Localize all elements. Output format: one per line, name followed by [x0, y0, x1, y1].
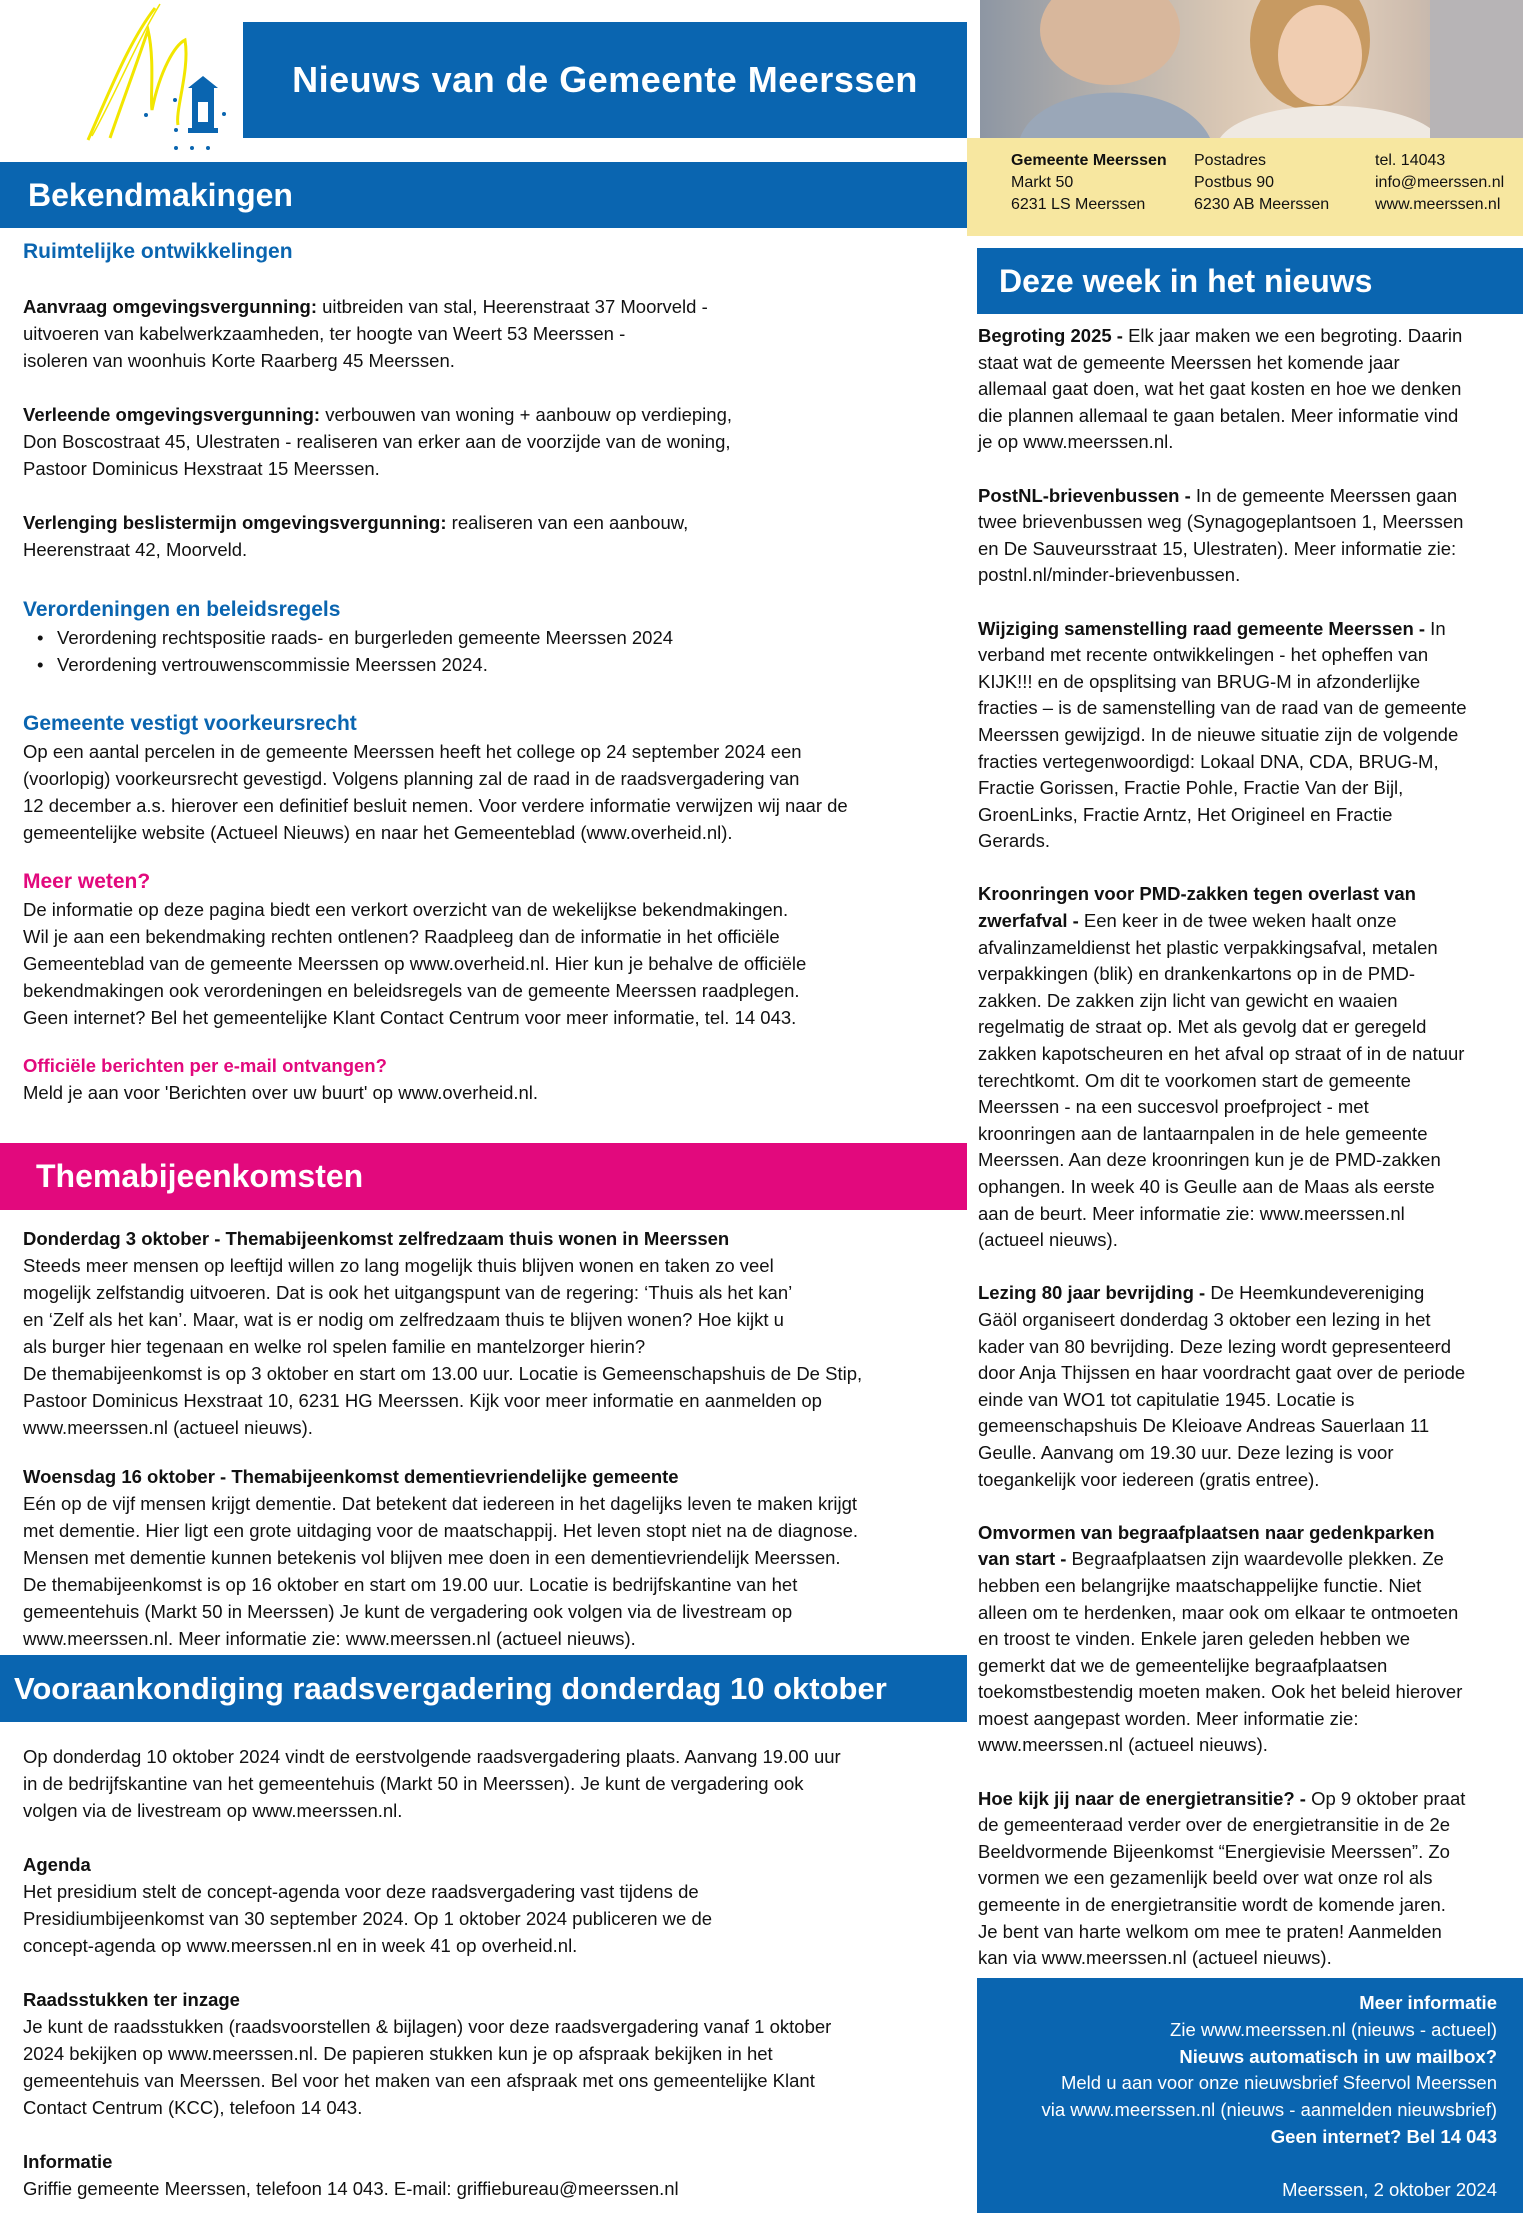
thema-event-1-line: De themabijeenkomst is op 3 oktober en start om 13.00 uur. Locatie is Gemeenschapshuis de De Stip, — [23, 1363, 863, 1384]
ruimtelijke-ontwikkelingen-heading: Ruimtelijke ontwikkelingen — [23, 240, 293, 263]
news-item-title: Kroonringen voor PMD-zakken tegen overlast van — [978, 883, 1416, 905]
contact-postal-column — [1194, 150, 1329, 216]
news-item-title: Lezing 80 jaar bevrijding - — [978, 1282, 1206, 1304]
contact-email[interactable]: info@meerssen.nl — [1375, 174, 1505, 191]
list-item: • Verordening vertrouwenscommissie Meerssen 2024. — [23, 651, 943, 678]
meer-weten-heading: Meer weten? — [23, 870, 151, 893]
news-line: Geulle. Aanvang om 19.30 uur. Deze lezing is voor — [978, 1441, 1394, 1463]
raadsstukken-line: Contact Centrum (KCC), telefoon 14 043. — [23, 2097, 363, 2118]
email-berichten-heading: Officiële berichten per e-mail ontvangen? — [23, 1055, 387, 1076]
verlenging-line: Heerenstraat 42, Moorveld. — [23, 539, 248, 560]
news-line: zakken. De zakken zijn licht van gewicht en waaien — [978, 989, 1398, 1011]
news-line: Beeldvormende Bijeenkomst “Energievisie Meerssen”. Zo — [978, 1840, 1450, 1862]
contact-info-box — [967, 138, 1523, 236]
aanvraag-line: uitvoeren van kabelwerkzaamheden, ter hoogte van Weert 53 Meerssen - — [23, 323, 626, 344]
news-line: GroenLinks, Fractie Arntz, Het Origineel en Fractie — [978, 803, 1393, 825]
thema-event-1-line: mogelijk zelfstandig uitvoeren. Dat is ook het uitgangspunt van de regering: ‘Thuis als het kan’ — [23, 1282, 793, 1303]
thema-event-1-line: Steeds meer mensen op leeftijd willen zo lang mogelijk thuis blijven wonen en taken zo veel — [23, 1255, 774, 1276]
agenda-line: Presidiumbijeenkomst van 30 september 2024. Op 1 oktober 2024 publiceren we de — [23, 1908, 713, 1929]
email-berichten-section — [23, 1052, 943, 1106]
news-item-title: Omvormen van begraafplaatsen naar gedenkparken — [978, 1521, 1435, 1543]
aanvraag-line: uitbreiden van stal, Heerenstraat 37 Moorveld - — [317, 296, 708, 317]
news-item-raad-samenstelling — [978, 616, 1508, 855]
news-line: Fractie Gorissen, Fractie Pohle, Fractie Van der Bijl, — [978, 777, 1404, 799]
raad-intro-line: in de bedrijfskantine van het gemeentehuis (Markt 50 in Meerssen). Je kunt de vergadering ook — [23, 1773, 804, 1794]
newsletter-title: Nieuws van de Gemeente Meerssen — [292, 59, 918, 100]
header-photo-elderly-man-and-young-woman — [980, 0, 1523, 138]
news-line: toegankelijk voor iedereen (gratis entree). — [978, 1468, 1320, 1490]
info-line: Zie www.meerssen.nl (nieuws - actueel) — [1170, 2018, 1497, 2040]
voorkeursrecht-section — [23, 710, 943, 846]
contact-street: Markt 50 — [1011, 174, 1074, 191]
news-line: terechtkomt. Om dit te voorkomen start de gemeente — [978, 1069, 1411, 1091]
thema-event-1-line: www.meerssen.nl (actueel nieuws). — [23, 1417, 313, 1438]
news-item-kroonringen — [978, 881, 1508, 1253]
thema-event-1-line: en ‘Zelf als het kan’. Maar, wat is er nodig om zelfredzaam thuis te blijven wonen? Hoe kijkt u — [23, 1309, 784, 1330]
news-item-begraafplaatsen — [978, 1520, 1508, 1759]
contact-postal-city: 6230 AB Meerssen — [1194, 196, 1330, 213]
raadsvergadering-content — [23, 1743, 943, 2202]
news-line: In — [1425, 617, 1446, 639]
meer-weten-line: bekendmakingen ook verordeningen en beleidsregels van de gemeente Meerssen raadplegen. — [23, 980, 800, 1001]
news-line: regelmatig de straat op. Met als gevolg dat er geregeld — [978, 1016, 1427, 1038]
raadsstukken-line: Je kunt de raadsstukken (raadsvoorstellen & bijlagen) voor deze raadsvergadering vanaf 1 oktober — [23, 2016, 832, 2037]
news-item-title: Wijziging samenstelling raad gemeente Meerssen - — [978, 617, 1426, 639]
news-line: kroonringen aan de lantaarnpalen in de hele gemeente — [978, 1122, 1428, 1144]
news-line: kan via www.meerssen.nl (actueel nieuws). — [978, 1947, 1332, 1969]
raadsstukken-heading: Raadsstukken ter inzage — [23, 1989, 240, 2010]
agenda-line: Het presidium stelt de concept-agenda voor deze raadsvergadering vast tijdens de — [23, 1881, 699, 1902]
voorkeursrecht-line: Op een aantal percelen in de gemeente Meerssen heeft het college op 24 september 2024 een — [23, 741, 802, 762]
contact-website[interactable]: www.meerssen.nl — [1375, 196, 1501, 213]
news-line: fracties vertegenwoordigd: Lokaal DNA, CDA, BRUG-M, — [978, 750, 1439, 772]
news-line: zakken kapotscheuren en het afval op straat of in de natuur — [978, 1043, 1465, 1065]
verlenging-line: realiseren van een aanbouw, — [446, 512, 689, 533]
contact-org-name: Gemeente Meerssen — [1011, 152, 1167, 169]
meer-weten-line: Wil je aan een bekendmaking rechten ontlenen? Raadpleeg dan de informatie in het officiële — [23, 926, 780, 947]
news-line: (actueel nieuws). — [978, 1229, 1118, 1251]
news-line: einde van WO1 tot capitulatie 1945. Locatie is — [978, 1388, 1355, 1410]
news-line: staat wat de gemeente Meerssen het komende jaar — [978, 351, 1400, 373]
news-line: gemerkt dat we de gemeentelijke begraafplaatsen — [978, 1654, 1388, 1676]
news-line: verband met recente ontwikkelingen - het opheffen van — [978, 644, 1429, 666]
news-line: KIJK!!! en de opsplitsing van BRUG-M in afzonderlijke — [978, 670, 1421, 692]
info-line: Meld u aan voor onze nieuwsbrief Sfeervol Meerssen — [1060, 2072, 1497, 2094]
news-line: www.meerssen.nl (actueel nieuws). — [978, 1734, 1268, 1756]
aanvraag-line: isoleren van woonhuis Korte Raarberg 45 Meerssen. — [23, 350, 455, 371]
thema-event-2 — [23, 1463, 943, 1652]
news-line: kader van 80 bevrijding. Deze lezing wordt gepresenteerd — [978, 1335, 1452, 1357]
contact-postal-label: Postadres — [1194, 152, 1267, 169]
news-line: hebben een belangrijke maatschappelijke functie. Niet — [978, 1574, 1422, 1596]
meer-informatie-box — [977, 1978, 1523, 2213]
header-photo-illustration — [980, 0, 1523, 138]
info-phone-heading: Geen internet? Bel 14 043 — [1270, 2125, 1497, 2147]
nieuws-title: Deze week in het nieuws — [999, 262, 1373, 299]
news-line: postnl.nl/minder-brievenbussen. — [978, 564, 1241, 586]
agenda-line: concept-agenda op www.meerssen.nl en in week 41 op overheid.nl. — [23, 1935, 578, 1956]
news-line: Gäöl organiseert donderdag 3 oktober een lezing in het — [978, 1308, 1431, 1330]
news-line: Elk jaar maken we een begroting. Daarin — [1122, 325, 1463, 346]
raadsstukken-line: gemeentehuis van Meerssen. Bel voor het maken van een afspraak met ons gemeentelijke Klant — [23, 2070, 815, 2091]
nieuws-content — [978, 323, 1508, 1998]
contact-postbus: Postbus 90 — [1194, 174, 1275, 191]
nieuws-header — [977, 248, 1523, 314]
thema-event-2-line: met dementie. Hier ligt een grote uitdaging voor de maatschappij. Het leven stopt niet na de diagnose. — [23, 1520, 859, 1541]
themabijeenkomsten-title: Themabijeenkomsten — [36, 1158, 364, 1194]
voorkeursrecht-line: 12 december a.s. hierover een definitief besluit nemen. Voor verdere informatie verwijzen wij naar de — [23, 795, 848, 816]
news-line: ophangen. In week 40 is Geulle aan de Maas als eerste — [978, 1176, 1435, 1197]
news-line: afvalinzameldienst het plastic verpakkingsafval, metalen — [978, 936, 1438, 958]
news-line: allemaal gaat doen, wat het gaat kosten en hoe we denken — [978, 378, 1462, 400]
thema-event-1-heading: Donderdag 3 oktober - Themabijeenkomst zelfredzaam thuis wonen in Meerssen — [23, 1228, 730, 1249]
thema-event-1-line: Pastoor Dominicus Hexstraat 10, 6231 HG Meerssen. Kijk voor meer informatie en aanmelden op — [23, 1390, 822, 1411]
publication-date: Meerssen, 2 oktober 2024 — [1282, 2178, 1497, 2200]
news-line: verpakkingen (blik) en drankenkartons op in de PMD- — [978, 963, 1416, 985]
verleend-line: verbouwen van woning + aanbouw op verdieping, — [320, 404, 733, 425]
info-line: via www.meerssen.nl (nieuws - aanmelden nieuwsbrief) — [1041, 2099, 1497, 2121]
news-item-energietransitie — [978, 1786, 1508, 1972]
news-line: aan de beurt. Meer informatie zie: www.meerssen.nl — [978, 1202, 1405, 1224]
thema-event-2-line: gemeentehuis (Markt 50 in Meerssen) Je kunt de vergadering ook volgen via de livestream op — [23, 1601, 793, 1622]
news-line: die plannen allemaal te gaan betalen. Meer informatie vind — [978, 404, 1459, 426]
informatie-line: Griffie gemeente Meerssen, telefoon 14 043. E-mail: griffiebureau@meerssen.nl — [23, 2178, 679, 2199]
verleend-label: Verleende omgevingsvergunning: — [23, 404, 321, 425]
news-item-title: PostNL-brievenbussen - — [978, 484, 1191, 506]
raadsstukken-line: 2024 bekijken op www.meerssen.nl. De papieren stukken kun je op afspraak bekijken in het — [23, 2043, 773, 2064]
news-line: De Heemkundevereniging — [1205, 1282, 1425, 1304]
meer-weten-section — [23, 868, 943, 1031]
voorkeursrecht-heading: Gemeente vestigt voorkeursrecht — [23, 712, 357, 735]
contact-address-column — [1011, 150, 1167, 216]
news-line: Gerards. — [978, 830, 1050, 852]
news-item-title: Begroting 2025 - — [978, 325, 1123, 346]
bekendmakingen-header — [0, 162, 967, 228]
news-item-title: zwerfafval - — [978, 910, 1079, 932]
thema-event-2-line: De themabijeenkomst is op 16 oktober en start om 19.00 uur. Locatie is bedrijfskantine van het — [23, 1574, 798, 1595]
voorkeursrecht-line: (voorlopig) voorkeursrecht gevestigd. Volgens planning zal de raad in de raadsvergadering van — [23, 768, 800, 789]
meer-weten-line: Gemeenteblad van de gemeente Meerssen op www.overheid.nl. Hier kun je behalve de officiële — [23, 953, 807, 974]
news-line: Op 9 oktober praat — [1305, 1787, 1466, 1809]
news-line: fracties – is de samenstelling van de raad van de gemeente — [978, 697, 1467, 719]
news-item-begroting — [978, 323, 1508, 456]
news-line: en troost te vinden. Enkele jaren geleden hebben we — [978, 1628, 1410, 1650]
info-heading: Meer informatie — [1359, 1992, 1497, 2013]
verlenging-label: Verlenging beslistermijn omgevingsvergunning: — [23, 512, 447, 533]
verordeningen-section — [23, 596, 943, 678]
news-line: toekomstbestendig moeten maken. Ook het beleid hierover — [978, 1681, 1463, 1703]
thema-event-2-line: Eén op de vijf mensen krijgt dementie. Dat betekent dat iedereen in het dagelijks leven te maken krijgt — [23, 1493, 858, 1514]
contact-phone: tel. 14043 — [1375, 152, 1446, 169]
bekendmakingen-title: Bekendmakingen — [28, 176, 293, 213]
verleend-line: Pastoor Dominicus Hexstraat 15 Meerssen. — [23, 458, 380, 479]
news-line: Begraafplaatsen zijn waardevolle plekken. Ze — [1066, 1548, 1444, 1570]
raad-intro-line: volgen via de livestream op www.meerssen.nl. — [23, 1800, 403, 1821]
informatie-heading: Informatie — [23, 2151, 113, 2172]
news-line: Meerssen gewijzigd. In de nieuwe situatie zijn de volgende — [978, 723, 1459, 745]
aanvraag-omgevingsvergunning — [23, 293, 943, 374]
verleend-line: Don Boscostraat 45, Ulestraten - realiseren van erker aan de voorzijde van de woning, — [23, 431, 731, 452]
news-line: gemeenschapshuis De Kleioave Andreas Sauerlaan 11 — [978, 1415, 1430, 1437]
bekendmakingen-content — [23, 238, 943, 563]
email-berichten-line: Meld je aan voor 'Berichten over uw buurt' op www.overheid.nl. — [23, 1082, 539, 1103]
news-line: moest aangepast worden. Meer informatie zie: — [978, 1707, 1359, 1729]
verleende-omgevingsvergunning — [23, 401, 943, 482]
thema-event-2-heading: Woensdag 16 oktober - Themabijeenkomst dementievriendelijke gemeente — [23, 1466, 679, 1487]
verordeningen-heading: Verordeningen en beleidsregels — [23, 598, 341, 621]
news-line: door Anja Thijssen en haar voordracht gaat over de periode — [978, 1362, 1466, 1384]
news-line: In de gemeente Meerssen gaan — [1190, 484, 1458, 506]
raadsvergadering-header — [0, 1655, 967, 1722]
aanvraag-label: Aanvraag omgevingsvergunning: — [23, 296, 317, 317]
thema-event-1-line: als burger hier tegenaan en welke rol spelen familie en mantelzorger hierin? — [23, 1336, 646, 1357]
news-line: twee brievenbussen weg (Synagogeplantsoen 1, Meerssen — [978, 511, 1464, 533]
contact-digital-column — [1375, 150, 1504, 216]
themabijeenkomsten-header — [0, 1143, 967, 1210]
verordeningen-list — [23, 624, 943, 678]
news-line: vormen we een gezamenlijk beeld over wat onze rol als — [978, 1867, 1433, 1889]
news-line: de gemeenteraad verder over de energietransitie in de 2e — [978, 1814, 1451, 1836]
news-item-title: van start - — [978, 1548, 1067, 1570]
news-line: Je bent van harte welkom om mee te praten! Aanmelden — [978, 1920, 1442, 1942]
news-line: gemeente in de energietransitie wordt de komende jaren. — [978, 1894, 1446, 1916]
news-line: alleen om te herdenken, maar ook om elkaar te ontmoeten — [978, 1601, 1459, 1623]
meer-weten-line: Geen internet? Bel het gemeentelijke Klant Contact Centrum voor meer informatie, tel. 14 043. — [23, 1007, 797, 1028]
news-item-postnl — [978, 483, 1508, 589]
list-item: • Verordening rechtspositie raads- en burgerleden gemeente Meerssen 2024 — [23, 624, 943, 651]
agenda-heading: Agenda — [23, 1854, 91, 1875]
thema-event-1 — [23, 1225, 943, 1441]
logo-graphic — [80, 0, 250, 160]
verlenging-beslistermijn — [23, 509, 943, 563]
contact-city: 6231 LS Meerssen — [1011, 196, 1146, 213]
meer-weten-line: De informatie op deze pagina biedt een verkort overzicht van de wekelijkse bekendmakingen. — [23, 899, 789, 920]
newsletter-title-banner — [243, 22, 967, 138]
news-line: je op www.meerssen.nl. — [978, 431, 1174, 453]
gemeente-meerssen-logo — [80, 0, 250, 160]
news-line: Meerssen - na een succesvol proefproject - met — [978, 1096, 1369, 1118]
thema-event-2-line: www.meerssen.nl. Meer informatie zie: www.meerssen.nl (actueel nieuws). — [23, 1628, 636, 1649]
news-item-title: Hoe kijk jij naar de energietransitie? - — [978, 1787, 1306, 1809]
news-line: Meerssen. Aan deze kroonringen kun je de PMD-zakken — [978, 1149, 1441, 1171]
info-newsletter-heading: Nieuws automatisch in uw mailbox? — [1179, 2045, 1497, 2067]
news-item-lezing-bevrijding — [978, 1280, 1508, 1493]
voorkeursrecht-line: gemeentelijke website (Actueel Nieuws) en naar het Gemeenteblad (www.overheid.nl). — [23, 822, 733, 843]
news-line: Een keer in de twee weken haalt onze — [1078, 910, 1397, 932]
raadsvergadering-title: Vooraankondiging raadsvergadering donderdag 10 oktober — [14, 1670, 887, 1706]
raad-intro-line: Op donderdag 10 oktober 2024 vindt de eerstvolgende raadsvergadering plaats. Aanvang 19.00 uur — [23, 1746, 841, 1767]
thema-event-2-line: Mensen met dementie kunnen betekenis vol blijven mee doen in een dementievriendelijk Meerssen. — [23, 1547, 841, 1568]
news-line: en De Sauveursstraat 15, Ulestraten). Meer informatie zie: — [978, 537, 1457, 559]
